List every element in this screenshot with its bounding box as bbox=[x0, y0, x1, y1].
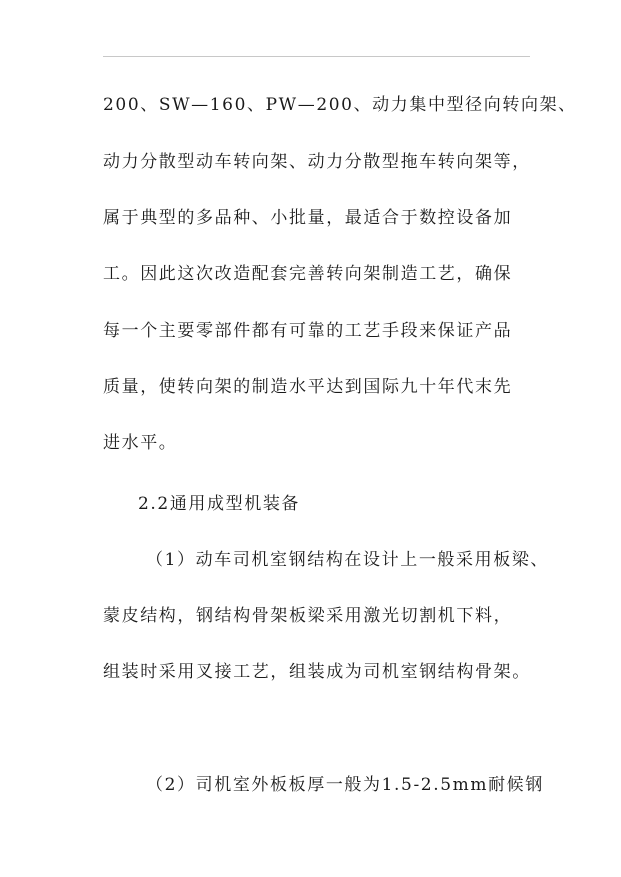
text-line: 质量，使转向架的制造水平达到国际九十年代末先 bbox=[103, 377, 513, 397]
text-line: （1）动车司机室钢结构在设计上一般采用板梁、 bbox=[146, 550, 550, 570]
section-heading: 2.2通用成型机装备 bbox=[138, 494, 301, 514]
text-line: 进水平。 bbox=[103, 433, 178, 453]
text-line: 工。因此这次改造配套完善转向架制造工艺，确保 bbox=[103, 264, 513, 284]
page-header-rule bbox=[103, 56, 530, 57]
text-line: 每一个主要零部件都有可靠的工艺手段来保证产品 bbox=[103, 321, 513, 341]
text-line: 动力分散型动车转向架、动力分散型拖车转向架等， bbox=[103, 152, 531, 172]
text-line: 蒙皮结构，钢结构骨架板梁采用激光切割机下料， bbox=[103, 606, 513, 626]
text-line: 200、SW—160、PW—200、动力集中型径向转向架、 bbox=[103, 95, 577, 115]
text-line: （2）司机室外板板厚一般为1.5-2.5mm耐候钢 bbox=[146, 775, 544, 795]
text-line: 属于典型的多品种、小批量，最适合于数控设备加 bbox=[103, 208, 513, 228]
text-line: 组装时采用叉接工艺，组装成为司机室钢结构骨架。 bbox=[103, 662, 531, 682]
